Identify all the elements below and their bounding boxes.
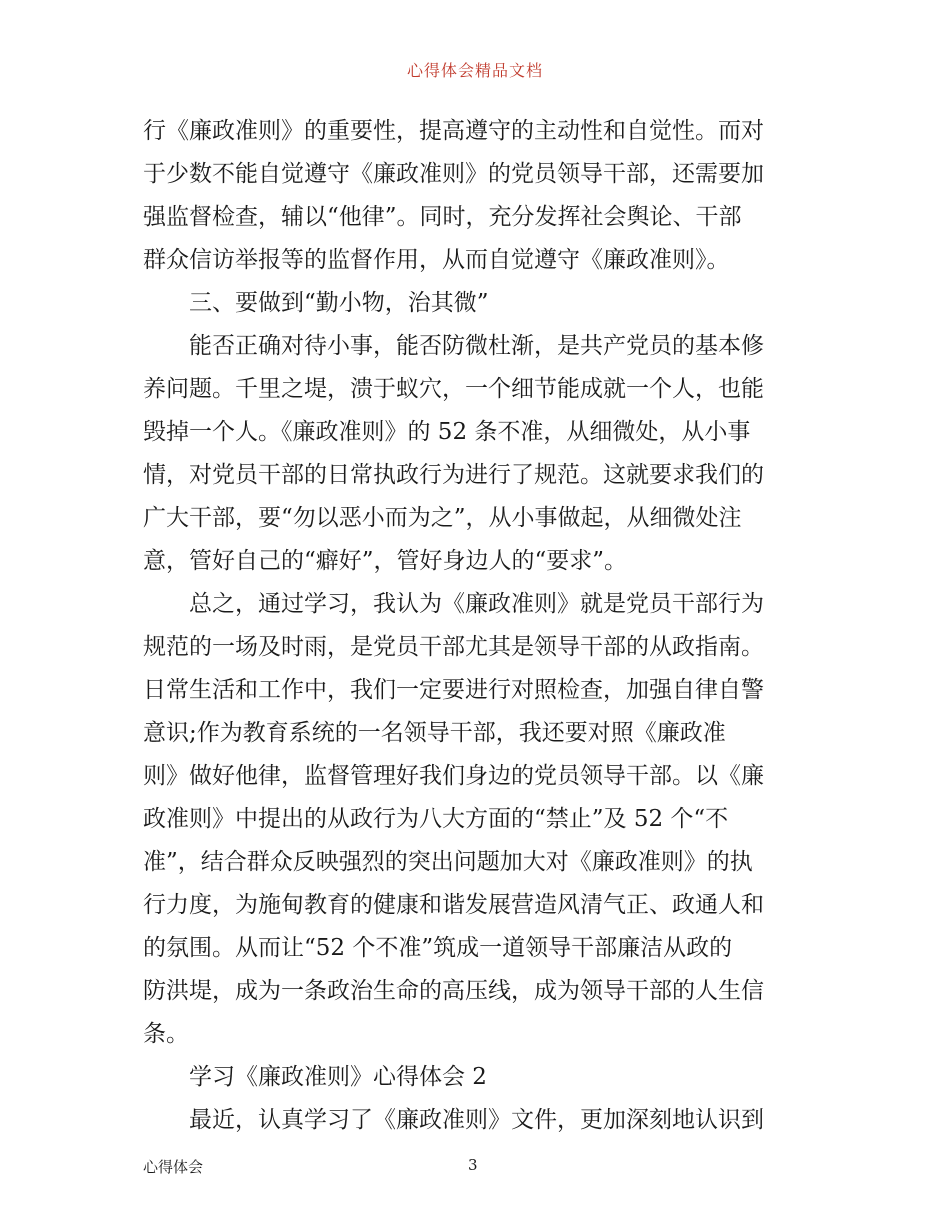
text-line: 准”，结合群众反映强烈的突出问题加大对《廉政准则》的执 [143, 849, 753, 875]
text-line: 总之，通过学习，我认为《廉政准则》就是党员干部行为 [189, 591, 764, 617]
text-line: 行《廉政准则》的重要性，提高遵守的主动性和自觉性。而对 [143, 118, 764, 144]
text-line: 群众信访举报等的监督作用，从而自觉遵守《廉政准则》。 [143, 247, 730, 273]
footer-label: 心得体会 [143, 1158, 204, 1176]
text-line: 意，管好自己的“癖好”，管好身边人的“要求”。 [143, 548, 628, 574]
text-line: 防洪堤，成为一条政治生命的高压线，成为领导干部的人生信 [143, 978, 764, 1004]
section-heading: 学习《廉政准则》心得体会 2 [189, 1064, 487, 1090]
text-line: 的氛围。从而让“52 个不准”筑成一道领导干部廉洁从政的 [143, 935, 733, 961]
document-header-title: 心得体会精品文档 [406, 61, 543, 80]
text-line: 规范的一场及时雨，是党员干部尤其是领导干部的从政指南。 [143, 634, 764, 660]
text-line: 广大干部，要“勿以恶小而为之”，从小事做起，从细微处注 [143, 505, 742, 531]
text-line: 行力度，为施甸教育的健康和谐发展营造风清气正、政通人和 [143, 892, 764, 918]
text-line: 能否正确对待小事，能否防微杜渐，是共产党员的基本修 [189, 333, 764, 359]
text-line: 情，对党员干部的日常执政行为进行了规范。这就要求我们的 [143, 462, 764, 488]
text-line: 条。 [143, 1021, 189, 1047]
text-line: 政准则》中提出的从政行为八大方面的“禁止”及 52 个“不 [143, 806, 729, 832]
section-heading: 三、要做到“勤小物，治其微” [189, 290, 489, 316]
text-line: 强监督检查，辅以“他律”。同时，充分发挥社会舆论、干部 [143, 204, 742, 230]
text-line: 意识;作为教育系统的一名领导干部，我还要对照《廉政准 [143, 720, 726, 746]
text-line: 毁掉一个人。《廉政准则》的 52 条不准，从细微处，从小事 [143, 419, 751, 445]
text-line: 则》做好他律，监督管理好我们身边的党员领导干部。以《廉 [143, 763, 764, 789]
text-line: 最近，认真学习了《廉政准则》文件，更加深刻地认识到 [189, 1107, 764, 1133]
page-number: 3 [468, 1156, 478, 1174]
document-body [143, 110, 813, 1142]
text-line: 于少数不能自觉遵守《廉政准则》的党员领导干部，还需要加 [143, 161, 764, 187]
text-line: 日常生活和工作中，我们一定要进行对照检查，加强自律自警 [143, 677, 764, 703]
text-line: 养问题。千里之堤，溃于蚁穴，一个细节能成就一个人，也能 [143, 376, 764, 402]
